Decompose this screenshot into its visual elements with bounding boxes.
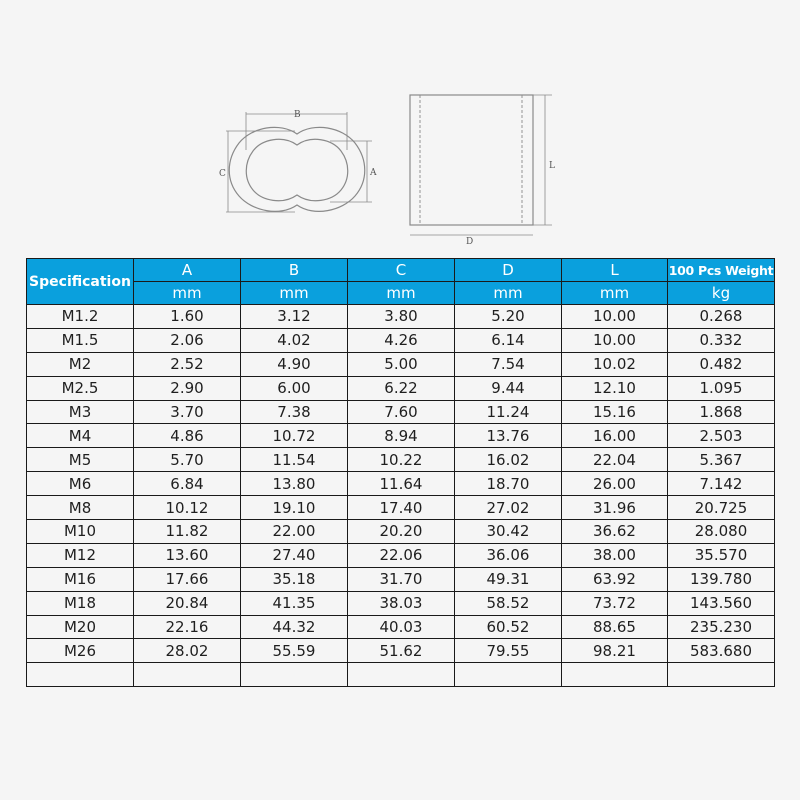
cell-c: 38.03 — [348, 591, 455, 615]
unit-c: mm — [348, 282, 455, 305]
table-row-empty — [27, 663, 775, 687]
cell-d — [455, 663, 562, 687]
cell-weight — [668, 663, 775, 687]
table-row — [27, 305, 775, 329]
cell-weight: 235.230 — [668, 615, 775, 639]
dimension-diagrams — [0, 0, 800, 250]
cell-a: 2.52 — [134, 352, 241, 376]
cell-a: 28.02 — [134, 639, 241, 663]
cell-b: 13.80 — [241, 472, 348, 496]
cell-weight: 143.560 — [668, 591, 775, 615]
cell-b: 55.59 — [241, 639, 348, 663]
header-b: B — [241, 259, 348, 282]
label-b: B — [294, 110, 301, 120]
cell-b: 6.00 — [241, 376, 348, 400]
cell-b: 4.02 — [241, 328, 348, 352]
cell-d: 11.24 — [455, 400, 562, 424]
cell-c: 20.20 — [348, 520, 455, 544]
cell-weight: 2.503 — [668, 424, 775, 448]
cell-c: 7.60 — [348, 400, 455, 424]
cell-c: 31.70 — [348, 567, 455, 591]
cell-a: 6.84 — [134, 472, 241, 496]
header-row-names — [27, 259, 775, 282]
unit-b: mm — [241, 282, 348, 305]
cell-c: 6.22 — [348, 376, 455, 400]
header-d: D — [455, 259, 562, 282]
cell-a: 1.60 — [134, 305, 241, 329]
cell-l: 38.00 — [562, 543, 668, 567]
cell-l: 88.65 — [562, 615, 668, 639]
cell-c: 8.94 — [348, 424, 455, 448]
cell-spec: M4 — [27, 424, 134, 448]
label-d: D — [466, 237, 474, 247]
table-row — [27, 424, 775, 448]
cell-d: 36.06 — [455, 543, 562, 567]
unit-d: mm — [455, 282, 562, 305]
cell-weight: 583.680 — [668, 639, 775, 663]
cell-a: 11.82 — [134, 520, 241, 544]
header-specification: Specification — [27, 259, 134, 305]
table-row — [27, 591, 775, 615]
cell-d: 13.76 — [455, 424, 562, 448]
cell-l: 15.16 — [562, 400, 668, 424]
table-row — [27, 472, 775, 496]
table-row — [27, 543, 775, 567]
cell-b: 44.32 — [241, 615, 348, 639]
header-weight: 100 Pcs Weight — [668, 259, 775, 282]
cell-a: 17.66 — [134, 567, 241, 591]
cell-weight: 1.095 — [668, 376, 775, 400]
cell-d: 30.42 — [455, 520, 562, 544]
unit-l: mm — [562, 282, 668, 305]
cell-weight: 5.367 — [668, 448, 775, 472]
header-row-units — [27, 282, 775, 305]
table-row — [27, 376, 775, 400]
cell-a: 13.60 — [134, 543, 241, 567]
cell-d: 5.20 — [455, 305, 562, 329]
cell-spec: M6 — [27, 472, 134, 496]
cell-b: 41.35 — [241, 591, 348, 615]
cell-weight: 28.080 — [668, 520, 775, 544]
cell-c: 3.80 — [348, 305, 455, 329]
cell-weight: 7.142 — [668, 472, 775, 496]
cell-a: 22.16 — [134, 615, 241, 639]
cell-a: 3.70 — [134, 400, 241, 424]
cell-b: 11.54 — [241, 448, 348, 472]
cell-c: 17.40 — [348, 496, 455, 520]
table-row — [27, 352, 775, 376]
table-row — [27, 328, 775, 352]
cell-b — [241, 663, 348, 687]
specification-table — [26, 258, 775, 687]
cell-spec: M10 — [27, 520, 134, 544]
cell-d: 27.02 — [455, 496, 562, 520]
cell-c: 22.06 — [348, 543, 455, 567]
cell-spec — [27, 663, 134, 687]
cell-d: 79.55 — [455, 639, 562, 663]
cell-weight: 20.725 — [668, 496, 775, 520]
table-row — [27, 400, 775, 424]
cell-l: 10.00 — [562, 328, 668, 352]
cell-l: 10.00 — [562, 305, 668, 329]
cell-l: 73.72 — [562, 591, 668, 615]
cell-a — [134, 663, 241, 687]
cell-a: 10.12 — [134, 496, 241, 520]
cell-d: 18.70 — [455, 472, 562, 496]
cell-b: 10.72 — [241, 424, 348, 448]
cell-d: 58.52 — [455, 591, 562, 615]
header-c: C — [348, 259, 455, 282]
cell-c: 10.22 — [348, 448, 455, 472]
cell-spec: M3 — [27, 400, 134, 424]
cell-l: 10.02 — [562, 352, 668, 376]
header-l: L — [562, 259, 668, 282]
cell-a: 2.90 — [134, 376, 241, 400]
cell-weight: 0.332 — [668, 328, 775, 352]
cell-c: 5.00 — [348, 352, 455, 376]
cell-l: 22.04 — [562, 448, 668, 472]
side-view-diagram — [410, 95, 552, 235]
table-row — [27, 639, 775, 663]
cell-weight: 1.868 — [668, 400, 775, 424]
table-row — [27, 567, 775, 591]
cell-l: 98.21 — [562, 639, 668, 663]
cell-b: 19.10 — [241, 496, 348, 520]
table-row — [27, 496, 775, 520]
cell-weight: 139.780 — [668, 567, 775, 591]
table-row — [27, 448, 775, 472]
header-a: A — [134, 259, 241, 282]
table-body — [27, 305, 775, 687]
table-row — [27, 615, 775, 639]
front-view-diagram — [226, 112, 372, 212]
cell-c: 11.64 — [348, 472, 455, 496]
cell-b: 27.40 — [241, 543, 348, 567]
cell-c: 4.26 — [348, 328, 455, 352]
cell-c: 40.03 — [348, 615, 455, 639]
cell-d: 7.54 — [455, 352, 562, 376]
cell-spec: M2.5 — [27, 376, 134, 400]
cell-l: 26.00 — [562, 472, 668, 496]
cell-spec: M2 — [27, 352, 134, 376]
cell-a: 4.86 — [134, 424, 241, 448]
label-c: C — [219, 169, 226, 179]
cell-spec: M1.5 — [27, 328, 134, 352]
cell-weight: 0.482 — [668, 352, 775, 376]
cell-b: 22.00 — [241, 520, 348, 544]
cell-spec: M20 — [27, 615, 134, 639]
cell-weight: 0.268 — [668, 305, 775, 329]
cell-a: 5.70 — [134, 448, 241, 472]
cell-l — [562, 663, 668, 687]
cell-l: 16.00 — [562, 424, 668, 448]
cell-d: 16.02 — [455, 448, 562, 472]
label-l: L — [549, 161, 555, 171]
cell-d: 49.31 — [455, 567, 562, 591]
cell-spec: M16 — [27, 567, 134, 591]
cell-spec: M18 — [27, 591, 134, 615]
unit-a: mm — [134, 282, 241, 305]
cell-l: 31.96 — [562, 496, 668, 520]
cell-weight: 35.570 — [668, 543, 775, 567]
cell-b: 7.38 — [241, 400, 348, 424]
cell-c — [348, 663, 455, 687]
cell-b: 3.12 — [241, 305, 348, 329]
table-row — [27, 520, 775, 544]
cell-spec: M12 — [27, 543, 134, 567]
cell-c: 51.62 — [348, 639, 455, 663]
cell-spec: M8 — [27, 496, 134, 520]
cell-l: 63.92 — [562, 567, 668, 591]
cell-d: 9.44 — [455, 376, 562, 400]
cell-spec: M5 — [27, 448, 134, 472]
cell-d: 60.52 — [455, 615, 562, 639]
cell-spec: M26 — [27, 639, 134, 663]
cell-l: 12.10 — [562, 376, 668, 400]
cell-a: 2.06 — [134, 328, 241, 352]
label-a: A — [370, 168, 377, 178]
cell-a: 20.84 — [134, 591, 241, 615]
cell-b: 4.90 — [241, 352, 348, 376]
cell-d: 6.14 — [455, 328, 562, 352]
cell-b: 35.18 — [241, 567, 348, 591]
cell-spec: M1.2 — [27, 305, 134, 329]
cell-l: 36.62 — [562, 520, 668, 544]
unit-weight: kg — [668, 282, 775, 305]
